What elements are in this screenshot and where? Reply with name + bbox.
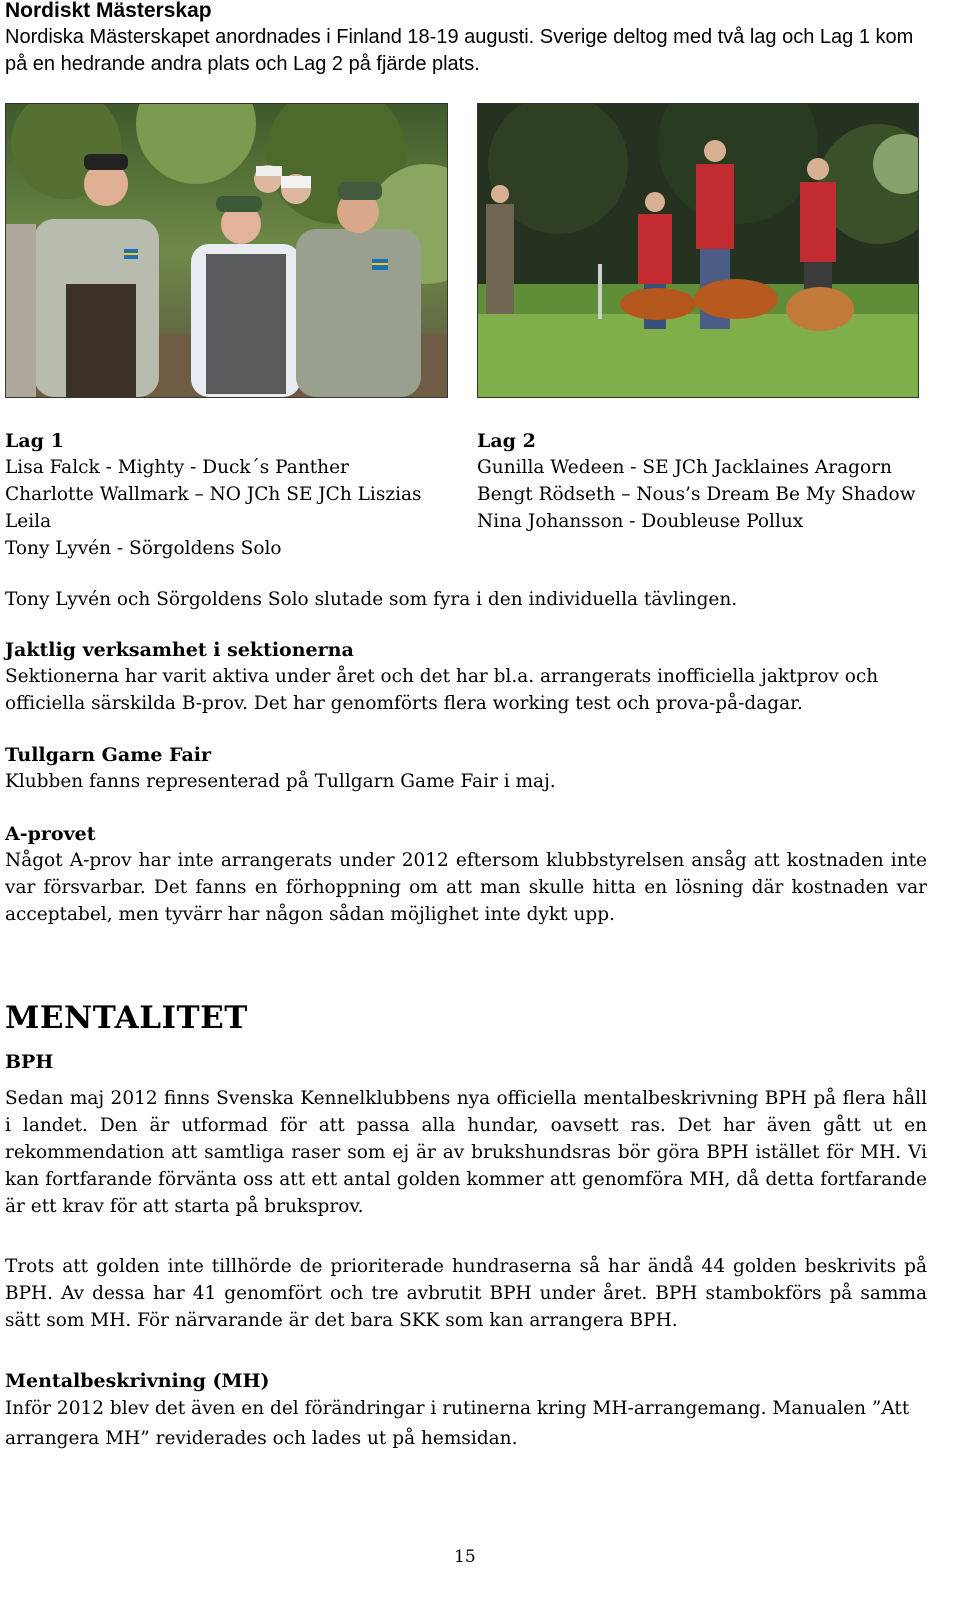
section-title-nordiskt: Nordiskt Mästerskap bbox=[5, 0, 212, 22]
page-number: 15 bbox=[454, 1547, 476, 1567]
team1-line: Tony Lyvén - Sörgoldens Solo bbox=[5, 538, 282, 559]
subsection-title-bph: BPH bbox=[5, 1051, 54, 1073]
team1-line: Charlotte Wallmark – NO JCh SE JCh Liszias bbox=[5, 484, 422, 505]
team1-photo bbox=[5, 103, 448, 398]
section-title-mentalitet: MENTALITET bbox=[5, 1000, 248, 1036]
mh-text: Inför 2012 blev det även en del förändringar i rutinerna kring MH-arrangemang. Manualen ”Att arrangera MH” reviderades och lades ut på hemsidan. bbox=[5, 1398, 910, 1449]
team2-line: Bengt Rödseth – Nous’s Dream Be My Shadow bbox=[477, 484, 916, 505]
bph-paragraph-1: Sedan maj 2012 finns Svenska Kennelklubbens nya officiella mentalbeskrivning BPH på flera håll i landet. Den är utformad för att passa alla hundar, oavsett ras. Det har även gått ut en rekommendation att samtliga raser som ej är av brukshundsras bör göra BPH istället för MH. Vi kan fortfarande förvänta oss att ett antal golden kommer att genomföra MH, då detta fortfarande är ett krav för att starta på bruksprov. bbox=[5, 1088, 927, 1217]
team2-line: Nina Johansson - Doubleuse Pollux bbox=[477, 511, 804, 532]
team2-block bbox=[477, 428, 916, 535]
team2-line: Gunilla Wedeen - SE JCh Jacklaines Aragorn bbox=[477, 457, 892, 478]
section-title-tullgarn: Tullgarn Game Fair bbox=[5, 744, 212, 766]
team1-block bbox=[5, 428, 422, 562]
bph-paragraph-2: Trots att golden inte tillhörde de prioriterade hundraserna så har ändå 44 golden beskrivits på BPH. Av dessa har 41 genomfört och tre avbrutit BPH under året. BPH stambokförs på samma sätt som MH. För närvarande är det bara SKK som kan arrangera BPH. bbox=[5, 1256, 927, 1331]
nordiskt-text: Nordiska Mästerskapet anordnades i Finland 18-19 augusti. Sverige deltog med två lag och Lag 1 kom på en hedrande andra plats och Lag 2 på fjärde plats. bbox=[5, 26, 914, 75]
section-title-jaktlig: Jaktlig verksamhet i sektionerna bbox=[5, 639, 354, 661]
aprovet-text: Något A-prov har inte arrangerats under 2012 eftersom klubbstyrelsen ansåg att kostnaden inte var försvarbar. Det fanns en förhoppning om att man skulle hitta en lösning där kostnaden var acceptabel, men tyvärr har någon sådan möjlighet inte dykt upp. bbox=[5, 850, 927, 925]
subsection-title-mh: Mentalbeskrivning (MH) bbox=[5, 1370, 270, 1392]
team1-line: Lisa Falck - Mighty - Duck´s Panther bbox=[5, 457, 349, 478]
team1-title: Lag 1 bbox=[5, 430, 64, 452]
team1-line: Leila bbox=[5, 511, 52, 532]
tullgarn-text: Klubben fanns representerad på Tullgarn Game Fair i maj. bbox=[5, 771, 556, 792]
team2-title: Lag 2 bbox=[477, 430, 536, 452]
jaktlig-text: Sektionerna har varit aktiva under året och det har bl.a. arrangerats inofficiella jaktprov och officiella särskilda B-prov. Det har genomförts flera working test och prova-på-dagar. bbox=[5, 666, 879, 714]
section-title-aprovet: A-provet bbox=[5, 823, 96, 845]
individual-result: Tony Lyvén och Sörgoldens Solo slutade som fyra i den individuella tävlingen. bbox=[5, 589, 738, 610]
team2-photo bbox=[477, 103, 919, 398]
